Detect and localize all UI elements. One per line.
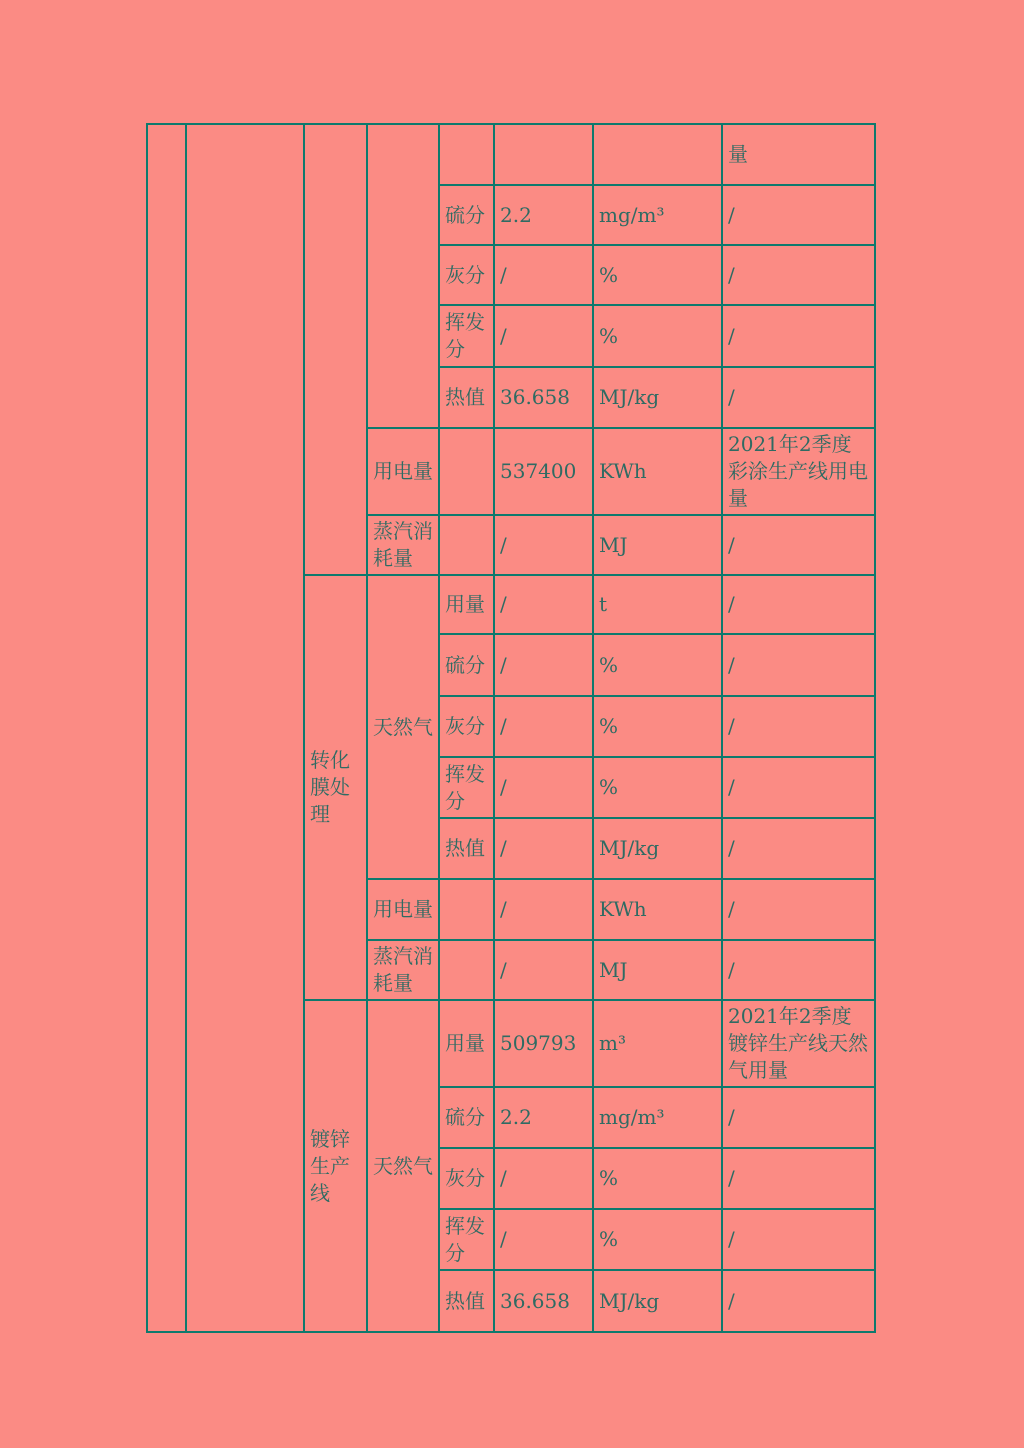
item-cell: 灰分 [439, 245, 494, 305]
unit-cell: mg/m³ [593, 185, 722, 245]
unit-cell: MJ/kg [593, 818, 722, 879]
value-cell: / [494, 1148, 593, 1209]
unit-cell: MJ [593, 940, 722, 1000]
note-cell: / [722, 757, 875, 818]
value-cell: / [494, 575, 593, 634]
value-cell: 2.2 [494, 185, 593, 245]
electricity-label-cell: 用电量 [367, 428, 439, 515]
electricity-label-cell: 用电量 [367, 879, 439, 940]
unit-cell [593, 124, 722, 185]
group-cell-galvanizing-line: 镀锌生产线 [304, 1000, 367, 1332]
value-cell: / [494, 879, 593, 940]
note-cell: / [722, 1209, 875, 1270]
unit-cell: t [593, 575, 722, 634]
value-cell: 537400 [494, 428, 593, 515]
item-cell: 挥发分 [439, 757, 494, 818]
item-cell: 灰分 [439, 696, 494, 757]
unit-cell: % [593, 245, 722, 305]
unit-cell: % [593, 1209, 722, 1270]
item-cell: 灰分 [439, 1148, 494, 1209]
unit-cell: mg/m³ [593, 1087, 722, 1148]
item-cell: 热值 [439, 818, 494, 879]
note-cell: / [722, 245, 875, 305]
value-cell: 36.658 [494, 367, 593, 428]
note-cell: 量 [722, 124, 875, 185]
left-margin-cell [147, 124, 186, 1332]
value-cell: 509793 [494, 1000, 593, 1087]
group-cell-conversion-film: 转化膜处理 [304, 575, 367, 1000]
note-cell: / [722, 879, 875, 940]
note-cell: 2021年2季度彩涂生产线用电量 [722, 428, 875, 515]
table-row [147, 124, 875, 185]
note-cell: / [722, 940, 875, 1000]
unit-cell: % [593, 757, 722, 818]
note-cell: / [722, 818, 875, 879]
value-cell: 36.658 [494, 1270, 593, 1332]
unit-cell: MJ/kg [593, 367, 722, 428]
note-cell: / [722, 515, 875, 575]
unit-cell: % [593, 305, 722, 367]
item-cell [439, 124, 494, 185]
unit-cell: m³ [593, 1000, 722, 1087]
fuel-cell-continued [367, 124, 439, 428]
value-cell: / [494, 515, 593, 575]
unit-cell: MJ/kg [593, 1270, 722, 1332]
fuel-cell-natural-gas: 天然气 [367, 575, 439, 879]
unit-cell: % [593, 696, 722, 757]
note-cell: / [722, 575, 875, 634]
second-margin-cell [186, 124, 304, 1332]
note-cell: / [722, 305, 875, 367]
value-cell: / [494, 305, 593, 367]
unit-cell: KWh [593, 879, 722, 940]
value-cell: / [494, 634, 593, 696]
note-cell: / [722, 634, 875, 696]
group-cell-continued [304, 124, 367, 575]
value-cell: 2.2 [494, 1087, 593, 1148]
unit-cell: MJ [593, 515, 722, 575]
note-cell: / [722, 185, 875, 245]
item-cell: 硫分 [439, 1087, 494, 1148]
energy-consumption-table [146, 123, 876, 1333]
item-cell [439, 879, 494, 940]
note-cell: / [722, 696, 875, 757]
item-cell [439, 940, 494, 1000]
item-cell: 热值 [439, 367, 494, 428]
item-cell: 硫分 [439, 185, 494, 245]
unit-cell: % [593, 1148, 722, 1209]
note-cell: / [722, 1087, 875, 1148]
value-cell [494, 124, 593, 185]
note-cell: 2021年2季度镀锌生产线天然气用量 [722, 1000, 875, 1087]
fuel-cell-natural-gas: 天然气 [367, 1000, 439, 1332]
item-cell: 用量 [439, 575, 494, 634]
item-cell: 热值 [439, 1270, 494, 1332]
note-cell: / [722, 1148, 875, 1209]
item-cell: 硫分 [439, 634, 494, 696]
value-cell: / [494, 245, 593, 305]
value-cell: / [494, 696, 593, 757]
value-cell: / [494, 1209, 593, 1270]
steam-label-cell: 蒸汽消耗量 [367, 515, 439, 575]
note-cell: / [722, 367, 875, 428]
item-cell: 挥发分 [439, 1209, 494, 1270]
steam-label-cell: 蒸汽消耗量 [367, 940, 439, 1000]
item-cell: 挥发分 [439, 305, 494, 367]
unit-cell: % [593, 634, 722, 696]
item-cell [439, 515, 494, 575]
value-cell: / [494, 940, 593, 1000]
item-cell [439, 428, 494, 515]
value-cell: / [494, 757, 593, 818]
item-cell: 用量 [439, 1000, 494, 1087]
unit-cell: KWh [593, 428, 722, 515]
value-cell: / [494, 818, 593, 879]
note-cell: / [722, 1270, 875, 1332]
